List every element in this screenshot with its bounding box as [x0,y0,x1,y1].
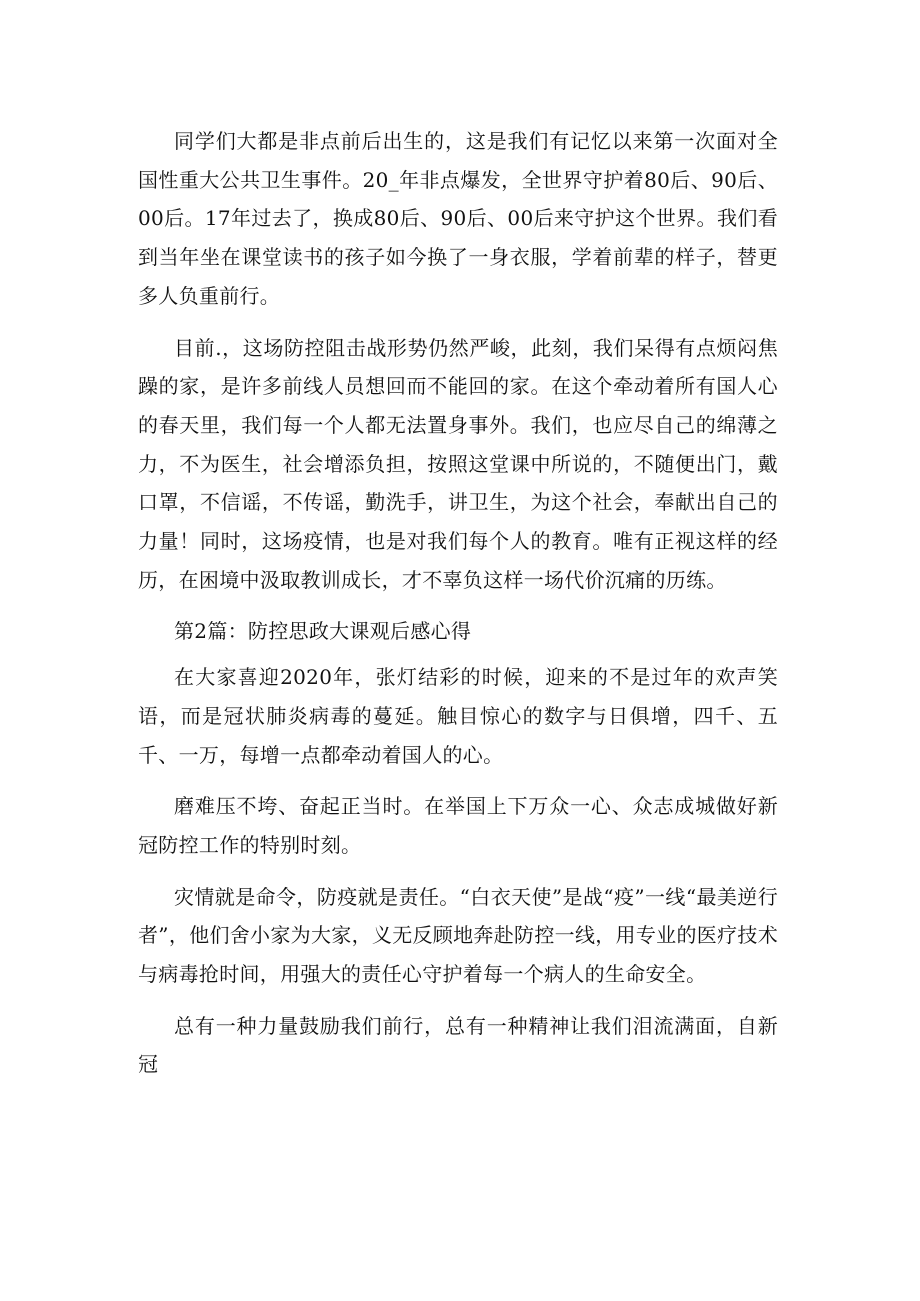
paragraph: 总有一种力量鼓励我们前行，总有一种精神让我们泪流满面，自新冠 [138,1013,778,1077]
document-body [138,122,778,1084]
section-heading: 第2篇：防控思政大课观后感心得 [174,619,472,644]
paragraph: 灾情就是命令，防疫就是责任。“白衣天使”是战“疫”一线“最美逆行者”，他们舍小家为大家，义无反顾地奔赴防控一线，用专业的医疗技术与病毒抢时间，用强大的责任心守护着每一个病人的生命安全。 [138,884,778,987]
paragraph: 目前.，这场防控阻击战形势仍然严峻，此刻，我们呆得有点烦闷焦躁的家，是许多前线人员想回而不能回的家。在这个牵动着所有国人心的春天里，我们每一个人都无法置身事外。我们，也应尽自己的绵薄之力，不为医生，社会增添负担，按照这堂课中所说的，不随便出门，戴口罩，不信谣，不传谣，勤洗手，讲卫生，为这个社会，奉献出自己的力量！同时，这场疫情，也是对我们每个人的教育。唯有正视这样的经历，在困境中汲取教训成长，才不辜负这样一场代价沉痛的历练。 [138,335,778,592]
paragraph: 同学们大都是非点前后出生的，这是我们有记忆以来第一次面对全国性重大公共卫生事件。20_年非点爆发，全世界守护着80后、90后、00后。17年过去了，换成80后、90后、00后来守护这个世界。我们看到当年坐在课堂读书的孩子如今换了一身衣服，学着前辈的样子，替更多人负重前行。 [138,129,778,308]
paragraph: 在大家喜迎2020年，张灯结彩的时候，迎来的不是过年的欢声笑语，而是冠状肺炎病毒的蔓延。触目惊心的数字与日俱增，四千、五千、一万，每增一点都牵动着国人的心。 [138,665,778,767]
paragraph: 磨难压不垮、奋起正当时。在举国上下万众一心、众志成城做好新冠防控工作的特别时刻。 [138,794,778,857]
